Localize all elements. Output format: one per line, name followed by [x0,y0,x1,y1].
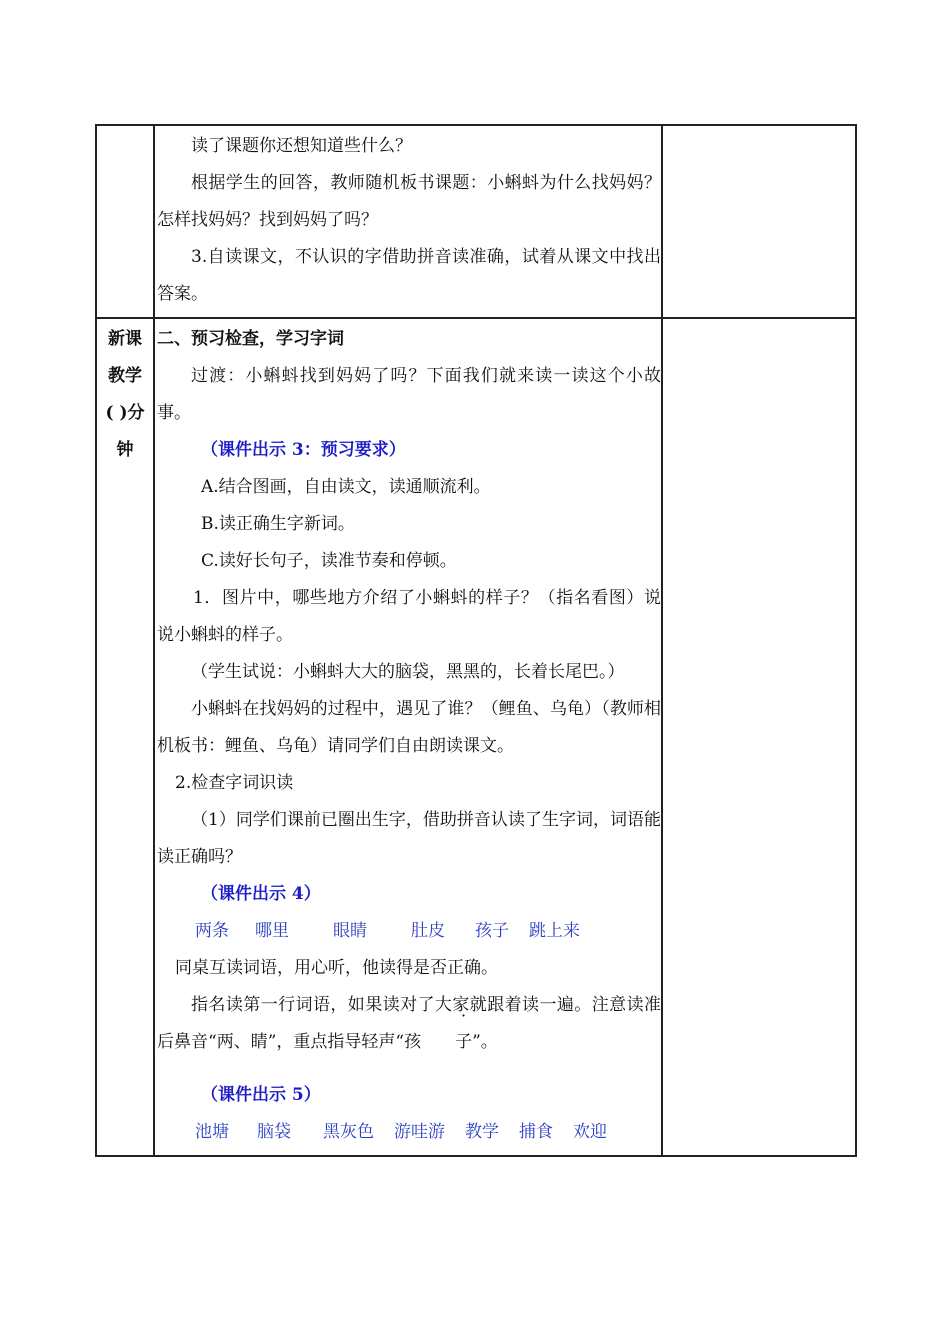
lesson-plan-table [95,124,857,1157]
paragraph: 根据学生的回答，教师随机板书课题：小蝌蚪为什么找妈妈？怎样找妈妈？找到妈妈了吗？ [157,173,661,230]
vocab-word: 教学 [465,1122,499,1142]
vocab-word: 捕食 [519,1122,553,1142]
vocab-word: 哪里 [255,921,289,941]
section-label-line: 新课 [108,329,142,349]
vocab-word: 游哇游 [394,1122,445,1142]
section-label-cell [96,125,154,318]
notes-cell [662,125,856,318]
paragraph: 小蝌蚪在找妈妈的过程中，遇见了谁？（鲤鱼、乌龟）（教师相机板书：鲤鱼、乌龟）请同学们自由朗读课文。 [157,699,661,756]
paragraph: （学生试说：小蝌蚪大大的脑袋，黑黑的，长着长尾巴。） [191,662,625,682]
vocab-word: 眼睛 [333,921,367,941]
vocab-word: 欢迎 [573,1122,607,1142]
paragraph: 1．图片中，哪些地方介绍了小蝌蚪的样子？（指名看图）说说小蝌蚪的样子。 [157,588,661,645]
vocab-word: 脑袋 [257,1122,291,1142]
section-label-line: 教学 [108,366,142,386]
paragraph: （1）同学们课前已圈出生字，借助拼音认读了生字词，词语能读正确吗？ [157,810,661,867]
paragraph: 指名读第一行词语，如果读对了大家就跟着读一遍。注意读准后鼻音“两、睛”，重点指导轻声“孩 子”。 [157,987,661,1061]
table-row [96,125,856,318]
requirement-item: A.结合图画，自由读文，读通顺流利。 [201,477,491,497]
emphasis-char: 子 [455,1032,473,1052]
paragraph: 2.检查字词识读 [175,773,294,793]
table-row [96,318,856,1156]
requirement-item: B.读正确生字新词。 [201,514,355,534]
content-cell [154,318,662,1156]
section-label-cell [96,318,154,1156]
courseware-label: （课件出示 4） [201,884,321,904]
vocab-word: 孩子 [475,921,509,941]
vocab-word: 黑灰色 [323,1122,374,1142]
paragraph: 读了课题你还想知道些什么？ [191,136,412,156]
paragraph: 同桌互读词语，用心听，他读得是否正确。 [175,958,498,978]
paragraph: 3.自读课文，不认识的字借助拼音读准确，试着从课文中找出答案。 [157,247,661,304]
section-label-line: ( )分 [105,403,145,423]
vocab-word: 池塘 [195,1122,229,1142]
vocab-word: 两条 [195,921,229,941]
word-list [157,1114,661,1151]
notes-cell [662,318,856,1156]
content-cell [154,125,662,318]
courseware-label: （课件出示 5） [201,1085,321,1105]
section-label-line: 钟 [116,440,134,460]
word-list [157,913,661,950]
vocab-word: 肚皮 [411,921,445,941]
courseware-label: （课件出示 3：预习要求） [201,440,406,460]
section-heading: 二、预习检查，学习字词 [157,329,344,349]
requirement-item: C.读好长句子，读准节奏和停顿。 [201,551,457,571]
paragraph: 过渡：小蝌蚪找到妈妈了吗？下面我们就来读一读这个小故事。 [157,366,661,423]
vocab-word: 跳上来 [529,921,580,941]
